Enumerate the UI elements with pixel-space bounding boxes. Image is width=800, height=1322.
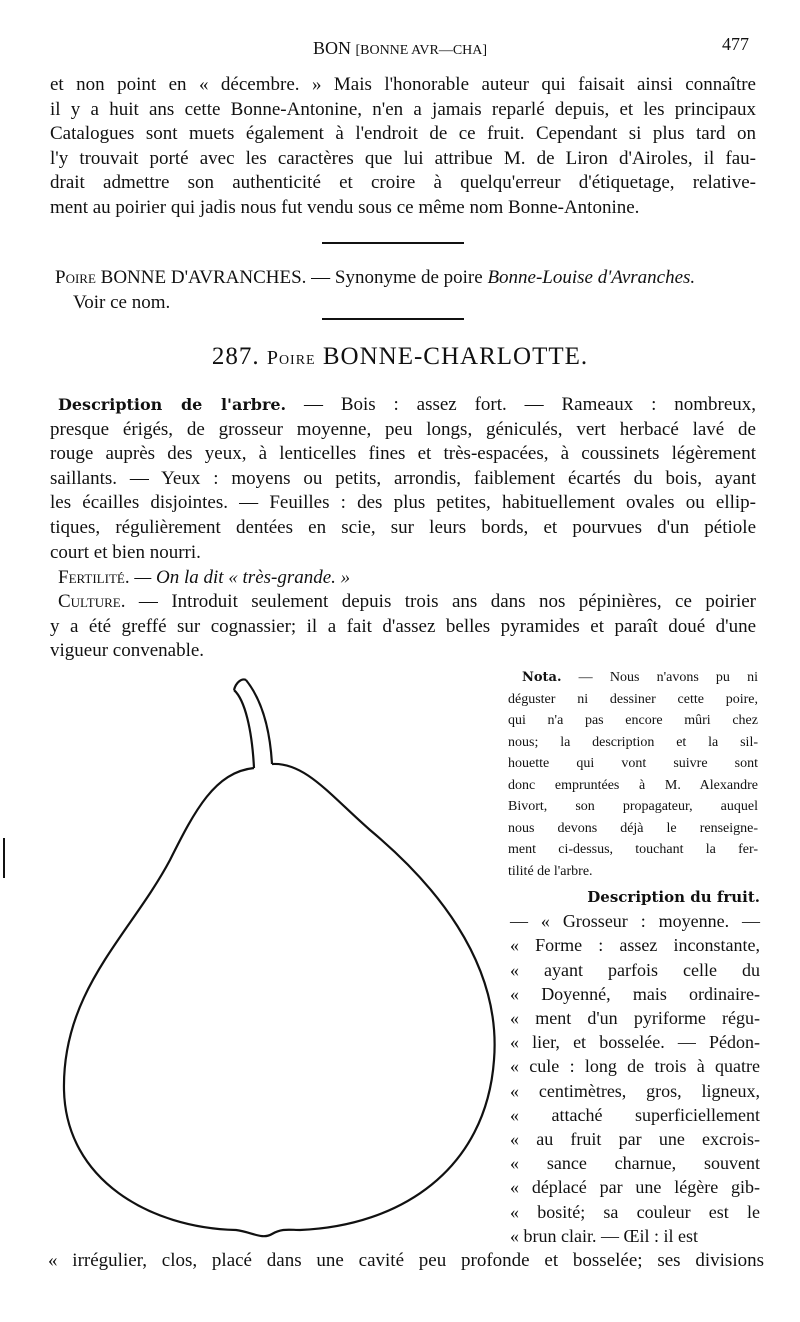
text-line: « Doyenné, mais ordinaire- — [510, 983, 760, 1004]
text-line: « irrégulier, clos, placé dans une cavité peu profonde et bosselée; ses divisions — [48, 1250, 764, 1271]
fertility-text: — On la dit « très-grande. » — [129, 567, 351, 588]
text-line: qui n'a pas encore mûri chez — [508, 713, 758, 728]
text-line: « ayant parfois celle du — [510, 959, 760, 980]
culture-label: Culture. — [58, 591, 126, 612]
text-line: « lier, et bosselée. — Pédon- — [510, 1032, 760, 1053]
running-header — [0, 36, 800, 64]
synonym-reference: Bonne-Louise d'Avranches. — [487, 267, 696, 288]
text-line: — Bois : assez fort. — Rameaux : nombreux, — [286, 394, 756, 415]
text-line: y a été greffé sur cognassier; il a fait d'assez belles pyramides et paraît doué d'une — [50, 615, 756, 637]
fertility-label: Fertilité. — [58, 567, 130, 588]
text-line: drait admettre son authenticité et croire à quelqu'erreur d'étiquetage, relative- — [50, 172, 756, 194]
fruit-description — [510, 884, 760, 1248]
text-line: « brun clair. — Œil : il est — [510, 1225, 698, 1246]
entry-name: BONNE-CHARLOTTE. — [322, 343, 589, 370]
text-line: nous; la description et la sil- — [508, 734, 758, 750]
text-line: l'y trouvait porté avec les caractères que lui attribue M. de Liron d'Airoles, il fau- — [50, 147, 756, 169]
running-subtitle: [BONNE AVR—CHA] — [355, 43, 488, 58]
synonym-prefix: Poire — [55, 267, 96, 288]
separator-rule — [322, 242, 464, 244]
text-line: il y a huit ans cette Bonne-Antonine, n'en a jamais reparlé depuis, et les principaux — [50, 98, 756, 120]
text-line: les écailles disjointes. — Feuilles : des plus petites, habituellement ovales ou ellip- — [50, 492, 756, 514]
text-line: « cule : long de trois à quatre — [510, 1056, 760, 1077]
fruit-description-heading: Description du fruit. — [587, 888, 760, 906]
text-lines — [50, 418, 756, 566]
text-line: nous devons déjà le renseigne- — [508, 820, 758, 836]
pear-outline — [64, 764, 495, 1236]
entry-prefix: Poire — [266, 347, 316, 369]
text-line: « attaché superficiellement — [510, 1104, 760, 1125]
synonym-see: Voir ce nom. — [73, 291, 171, 313]
text-line: presque érigés, de grosseur moyenne, peu longs, géniculés, vert herbacé lavé de — [50, 418, 756, 440]
text-line: vigueur convenable. — [50, 640, 205, 662]
text-line: déguster ni dessiner cette poire, — [508, 691, 758, 707]
synonym-name: BONNE D'AVRANCHES. — [100, 267, 307, 288]
nota-block — [508, 667, 758, 882]
text-line: ment ci-dessus, touchant la fer- — [508, 842, 758, 857]
text-line: tiques, régulièrement dentées en scie, sur leurs bords, et pourvues d'un pétiole — [50, 516, 756, 538]
fertility-paragraph — [58, 566, 350, 591]
text-line: « déplacé par une légère gib- — [510, 1177, 760, 1198]
text-line: — Nous n'avons pu ni — [561, 670, 758, 685]
text-line: « au fruit par une excrois- — [510, 1129, 760, 1150]
text-line: « ment d'un pyriforme régu- — [510, 1008, 760, 1029]
tree-description — [50, 393, 756, 565]
running-title: BON — [312, 38, 351, 58]
text-line: « bosité; sa couleur est le — [510, 1201, 760, 1222]
text-lines — [50, 615, 756, 664]
text-line: — « Grosseur : moyenne. — — [510, 911, 760, 932]
entry-number: 287. — [211, 343, 260, 370]
synonym-text: — Synonyme de poire — [306, 267, 488, 288]
entry-title — [0, 343, 800, 371]
scan-mark — [3, 838, 5, 878]
text-line: court et bien nourri. — [50, 541, 201, 563]
intro-paragraph — [50, 73, 756, 221]
text-line: — Introduit seulement depuis trois ans dans nos pépinières, ce poirier — [125, 591, 756, 612]
synonym-entry — [55, 266, 755, 315]
text-lines — [510, 909, 760, 1248]
text-line: rouge auprès des yeux, à lenticelles fines et très-espacées, à coussinets légèrement — [50, 443, 756, 465]
text-line: Catalogues sont muets également à l'endroit de ce fruit. Cependant si plus tard on — [50, 123, 756, 145]
text-line: saillants. — Yeux : moyens ou petits, arrondis, faiblement écartés du bois, ayant — [50, 467, 756, 489]
fruit-description-continuation — [48, 1249, 764, 1274]
text-line: houette qui vont suivre sont — [508, 756, 758, 771]
text-line: « Forme : assez inconstante, — [510, 935, 760, 956]
page-number: 477 — [722, 34, 749, 54]
text-line: Bivort, son propagateur, auquel — [508, 799, 758, 814]
pear-stem — [234, 679, 272, 768]
text-line: ment au poirier qui jadis nous fut vendu sous ce même nom Bonne-Antonine. — [50, 196, 640, 218]
text-lines — [508, 689, 758, 883]
text-line: « sance charnue, souvent — [510, 1153, 760, 1174]
text-line: tilité de l'arbre. — [508, 863, 593, 879]
tree-description-heading: Description de l'arbre. — [58, 395, 287, 414]
text-line: donc empruntées à M. Alexandre — [508, 777, 758, 793]
text-line: « centimètres, gros, ligneux, — [510, 1080, 760, 1101]
separator-rule — [322, 318, 464, 320]
text-line: et non point en « décembre. » Mais l'honorable auteur qui faisait ainsi connaître — [50, 74, 756, 95]
culture-paragraph — [50, 590, 756, 664]
pear-illustration — [0, 660, 510, 1260]
nota-label: Nota. — [522, 670, 562, 685]
